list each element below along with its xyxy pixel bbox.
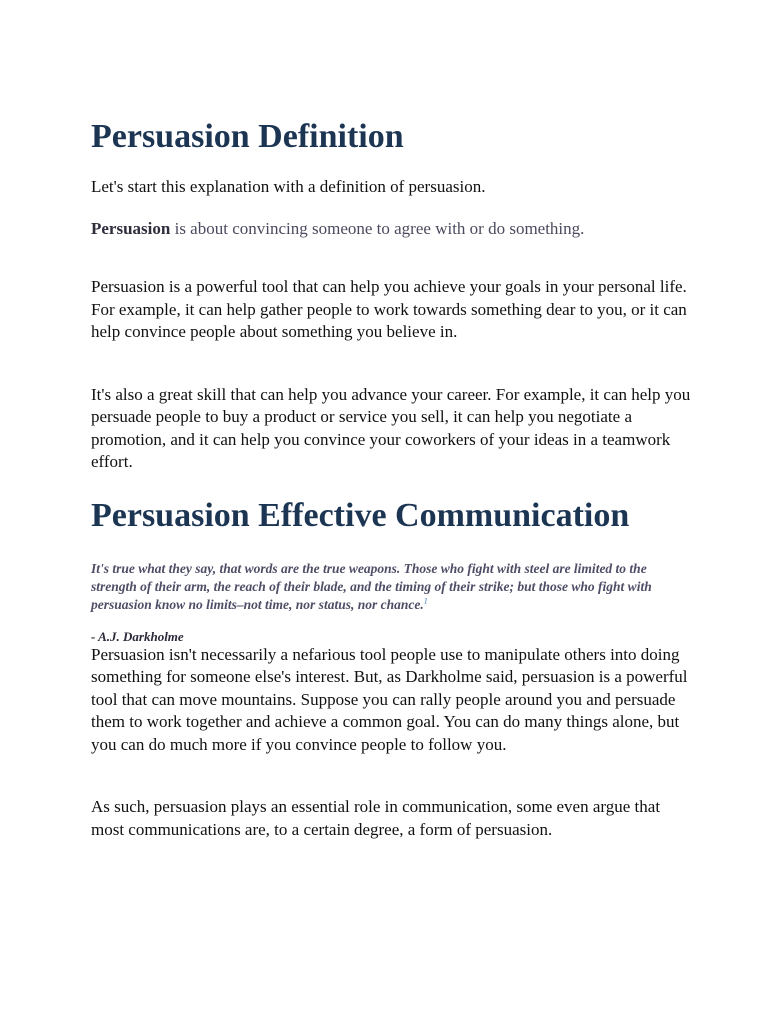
body-paragraph-career: It's also a great skill that can help you advance your career. For example, it can help you persuade people to buy a product or service you sell, it can help you negotiate a promotion, and it can help you convince your coworkers of your ideas in a teamwork effort. — [91, 384, 691, 471]
definition-callout — [91, 218, 691, 241]
body-paragraph-personal-life: Persuasion is a powerful tool that can help you achieve your goals in your personal life. For example, it can help gather people to work towards something dear to you, or it can help convince people about something you believe in. — [91, 277, 687, 341]
body-paragraph-darkholme: Persuasion isn't necessarily a nefarious tool people use to manipulate others into doing something for someone else's interest. But, as Darkholme said, persuasion is a powerful tool that can move mountains. Suppose you can rally people around you and persuade them to work together and achieve a common goal. You can do many things alone, but you can do much more if you convince people to follow you. — [91, 644, 688, 754]
quote-text: It's true what they say, that words are the true weapons. Those who fight with steel are limited to the strength of their arm, the reach of their blade, and the timing of their strike; but those who fight with persuasion know no limits–not time, nor status, nor chance. — [91, 560, 652, 612]
block-quote — [91, 560, 691, 614]
quote-attribution: - A.J. Darkholme — [91, 628, 184, 644]
footnote-link[interactable]: 1 — [423, 596, 428, 605]
section-heading-communication: Persuasion Effective Communication — [91, 496, 630, 534]
section-heading-definition: Persuasion Definition — [91, 118, 404, 155]
body-paragraph-communication: As such, persuasion plays an essential role in communication, some even argue that most communications are, to a certain degree, a form of persuasion. — [91, 797, 661, 839]
definition-term: Persuasion — [91, 218, 171, 238]
document-body — [91, 0, 691, 841]
definition-text: is about convincing someone to agree with or do something. — [170, 218, 585, 238]
intro-paragraph: Let's start this explanation with a definition of persuasion. — [91, 177, 486, 196]
